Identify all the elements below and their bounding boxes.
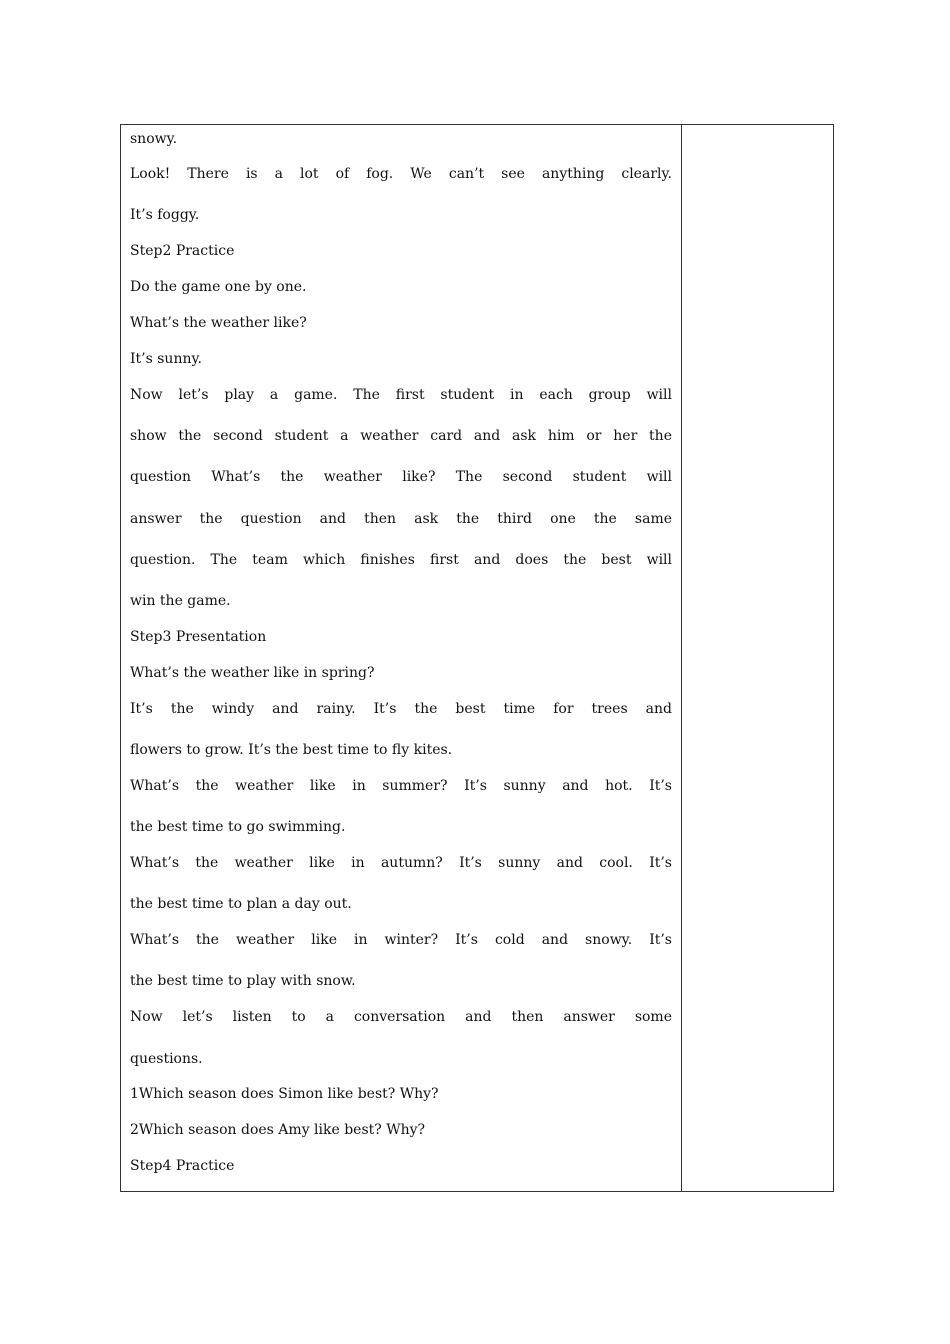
lesson-content-cell xyxy=(121,125,681,1191)
text-line: What’s the weather like? xyxy=(130,315,307,331)
text-line: show the second student a weather card and ask him or her the xyxy=(130,428,672,444)
text-line: the best time to play with snow. xyxy=(130,973,356,989)
text-line: 1Which season does Simon like best? Why? xyxy=(130,1086,439,1102)
text-line: win the game. xyxy=(130,593,231,609)
text-line: What’s the weather like in spring? xyxy=(130,665,375,681)
text-line: question. The team which finishes first and does the best will xyxy=(130,552,672,568)
text-line: Do the game one by one. xyxy=(130,279,307,295)
text-line: 2Which season does Amy like best? Why? xyxy=(130,1122,426,1138)
text-line: It’s foggy. xyxy=(130,207,200,223)
text-line: Step2 Practice xyxy=(130,243,235,259)
text-line: answer the question and then ask the third one the same xyxy=(130,511,672,527)
text-line: Step4 Practice xyxy=(130,1158,235,1174)
text-line: Now let’s listen to a conversation and then answer some xyxy=(130,1009,672,1025)
text-line: What’s the weather like in autumn? It’s sunny and cool. It’s xyxy=(130,855,672,871)
text-line: It’s the windy and rainy. It’s the best time for trees and xyxy=(130,701,672,717)
text-line: snowy. xyxy=(130,131,178,147)
notes-cell xyxy=(682,125,833,1191)
lesson-table xyxy=(120,124,834,1192)
text-line: question What’s the weather like? The second student will xyxy=(130,469,672,485)
text-line: flowers to grow. It’s the best time to fly kites. xyxy=(130,742,453,758)
text-line: Now let’s play a game. The first student in each group will xyxy=(130,387,672,403)
text-line: Look! There is a lot of fog. We can’t see anything clearly. xyxy=(130,166,672,182)
text-line: questions. xyxy=(130,1051,203,1067)
text-line: the best time to go swimming. xyxy=(130,819,346,835)
text-line: Step3 Presentation xyxy=(130,629,267,645)
text-line: What’s the weather like in summer? It’s sunny and hot. It’s xyxy=(130,778,672,794)
text-line: the best time to plan a day out. xyxy=(130,896,352,912)
text-line: What’s the weather like in winter? It’s cold and snowy. It’s xyxy=(130,932,672,948)
text-line: It’s sunny. xyxy=(130,351,202,367)
